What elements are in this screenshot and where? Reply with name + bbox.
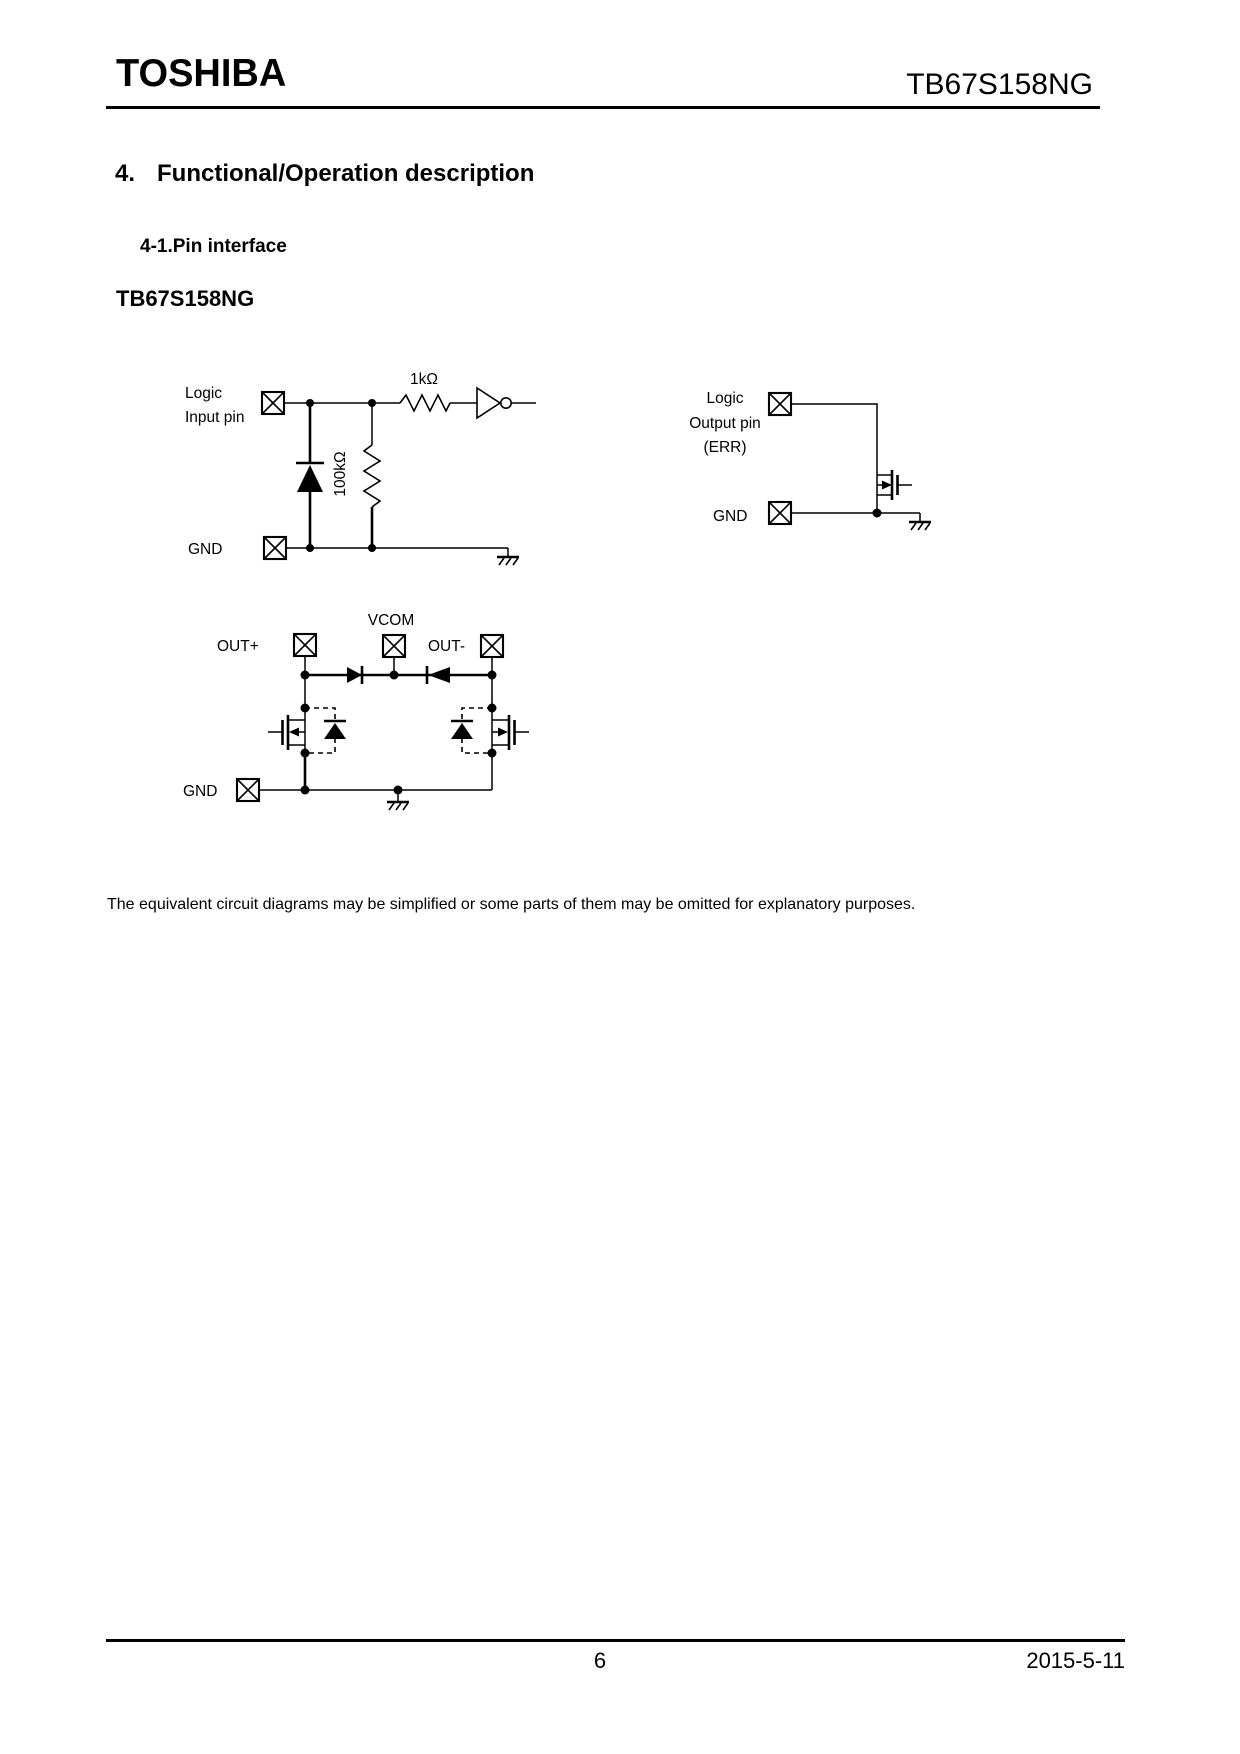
resistor-1k-label: 1kΩ xyxy=(410,371,438,388)
output-stage-circuit xyxy=(183,612,529,810)
vcom-pin-box xyxy=(383,635,405,657)
logic-output-label-line3: (ERR) xyxy=(703,439,747,456)
vcom-diode-left xyxy=(347,666,362,684)
logic-input-gnd-label: GND xyxy=(188,541,223,558)
esd-diode xyxy=(296,403,324,548)
vcom-label: VCOM xyxy=(367,612,415,629)
body-diode-left xyxy=(305,708,346,753)
logic-input-label-line2: Input pin xyxy=(185,409,245,426)
pin-interface-diagram xyxy=(100,350,960,830)
footer-rule xyxy=(106,1639,1125,1642)
resistor-100k-label: 100kΩ xyxy=(332,451,349,497)
ground-symbol-err xyxy=(909,513,931,530)
logic-input-label-line1: Logic xyxy=(185,385,223,402)
footer-date: 2015-5-11 xyxy=(1026,1648,1125,1673)
subsection-heading: 4-1.Pin interface xyxy=(140,236,287,257)
logic-input-circuit xyxy=(185,371,536,565)
section-number: 4. xyxy=(115,160,136,187)
out-plus-label: OUT+ xyxy=(217,638,259,655)
ground-symbol-output-stage xyxy=(387,790,409,810)
nmos-low-side-right xyxy=(492,715,529,750)
output-stage-gnd-label: GND xyxy=(183,783,218,800)
nmos-low-side-left xyxy=(268,715,305,750)
body-diode-right xyxy=(451,708,492,753)
output-pin-box xyxy=(769,393,791,415)
ground-symbol-input xyxy=(497,548,519,565)
logic-output-label-line2: Output pin xyxy=(689,415,761,432)
out-plus-pin-box xyxy=(294,634,316,656)
out-minus-pin-box xyxy=(481,635,503,657)
resistor-1k xyxy=(400,371,450,411)
logic-output-label-line1: Logic xyxy=(706,390,744,407)
header-rule xyxy=(106,106,1100,109)
out-minus-label: OUT- xyxy=(428,638,466,655)
logic-output-gnd-pin-box xyxy=(769,502,791,524)
input-pin-box xyxy=(262,392,284,414)
device-heading: TB67S158NG xyxy=(116,286,255,311)
section-heading xyxy=(115,160,534,188)
logic-output-gnd-label: GND xyxy=(713,508,748,525)
logic-input-gnd-pin-box xyxy=(264,537,286,559)
note-text: The equivalent circuit diagrams may be simplified or some parts of them may be omitted for explanatory purposes. xyxy=(107,896,916,913)
resistor-100k xyxy=(332,403,380,548)
logic-output-circuit xyxy=(689,390,931,530)
toshiba-logo: TOSHIBA xyxy=(116,52,287,96)
page-number: 6 xyxy=(593,1648,607,1673)
part-number-header: TB67S158NG xyxy=(906,68,1093,101)
inverter-gate xyxy=(477,388,536,418)
output-stage-gnd-pin-box xyxy=(237,779,259,801)
nmos-err-transistor xyxy=(877,470,912,500)
vcom-diode-right xyxy=(427,666,450,684)
section-title: Functional/Operation description xyxy=(157,160,535,187)
